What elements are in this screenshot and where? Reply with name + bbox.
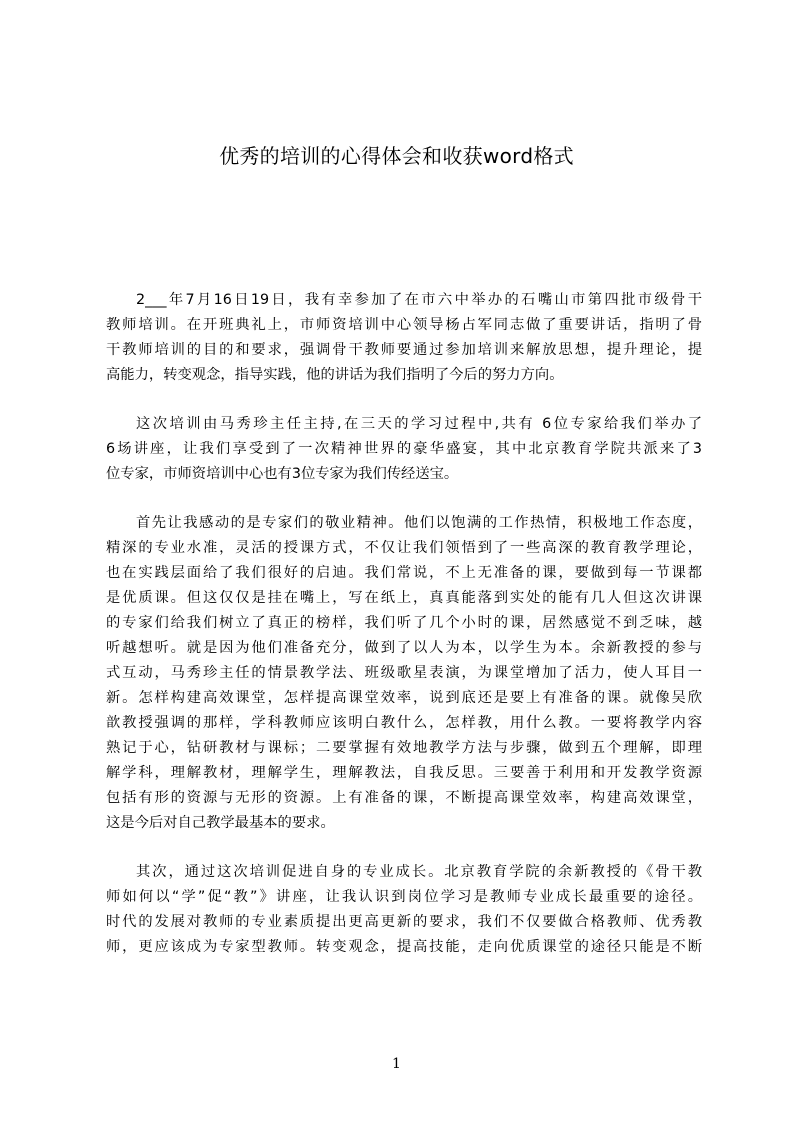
text-line: 解学科，理解教材，理解学生，理解教法，自我反思。三要善于利用和开发教学资源 [106,765,702,781]
text-line: 首先让我感动的是专家们的敬业精神。他们以饱满的工作热情，积极地工作态度， [136,515,702,531]
text-line: 这是今后对自己教学最基本的要求。 [106,815,335,831]
text-line: 师，更应该成为专家型教师。转变观念，提高技能，走向优质课堂的途径只能是不断 [106,939,702,955]
text-line: 位专家，市师资培训中心也有3位专家为我们传经送宝。 [106,466,459,482]
text-line: 干教师培训的目的和要求，强调骨干教师要通过参加培训来解放思想，提升理论，提 [106,342,702,358]
text-line: 高能力，转变观念，指导实践，他的讲话为我们指明了今后的努力方向。 [106,367,564,383]
text-line: 教师培训。在开班典礼上，市师资培训中心领导杨占军同志做了重要讲话，指明了骨 [106,317,702,333]
paragraph [106,288,702,388]
text-line: 听越想听。就是因为他们准备充分，做到了以人为本，以学生为本。余新教授的参与 [106,640,702,656]
text-line: 歆教授强调的那样，学科教师应该明白教什么，怎样教，用什么教。一要将教学内容 [106,715,702,731]
text-line: 这次培训由马秀珍主任主持,在三天的学习过程中,共有 6位专家给我们举办了 [136,416,702,432]
paragraph [106,412,702,487]
text-line: 时代的发展对教师的专业素质提出更高更新的要求，我们不仅要做合格教师、优秀教 [106,914,702,930]
text-line: 其次，通过这次培训促进自身的专业成长。北京教育学院的余新教授的《骨干教 [136,864,702,880]
text-line: 2___年7月16日19日，我有幸参加了在市六中举办的石嘴山市第四批市级骨干 [136,292,702,308]
document-title: 优秀的培训的心得体会和收获word格式 [219,144,574,168]
text-line: 是优质课。但这仅仅是挂在嘴上，写在纸上，真真能落到实处的能有几人但这次讲课 [106,590,702,606]
text-line: 新。怎样构建高效课堂，怎样提高课堂效率，说到底还是要上有准备的课。就像吴欣 [106,690,702,706]
text-line: 也在实践层面给了我们很好的启迪。我们常说，不上无准备的课，要做到每一节课都 [106,565,702,581]
text-line: 师如何以“学”促“教”》讲座，让我认识到岗位学习是教师专业成长最重要的途径。 [106,889,702,905]
text-line: 的专家们给我们树立了真正的榜样，我们听了几个小时的课，居然感觉不到乏味，越 [106,615,702,631]
paragraph [106,511,702,836]
document-body [106,288,702,984]
text-line: 包括有形的资源与无形的资源。上有准备的课，不断提高课堂效率，构建高效课堂， [106,790,702,806]
paragraph [106,860,702,960]
text-line: 6场讲座，让我们享受到了一次精神世界的豪华盛宴，其中北京教育学院共派来了3 [106,441,702,457]
page-number: 1 [392,1056,401,1072]
text-line: 熟记于心，钻研教材与课标；二要掌握有效地教学方法与步骤，做到五个理解，即理 [106,740,702,756]
text-line: 精深的专业水准，灵活的授课方式，不仅让我们领悟到了一些高深的教育教学理论， [106,540,702,556]
text-line: 式互动，马秀珍主任的情景教学法、班级歌星表演，为课堂增加了活力，使人耳目一 [106,665,702,681]
